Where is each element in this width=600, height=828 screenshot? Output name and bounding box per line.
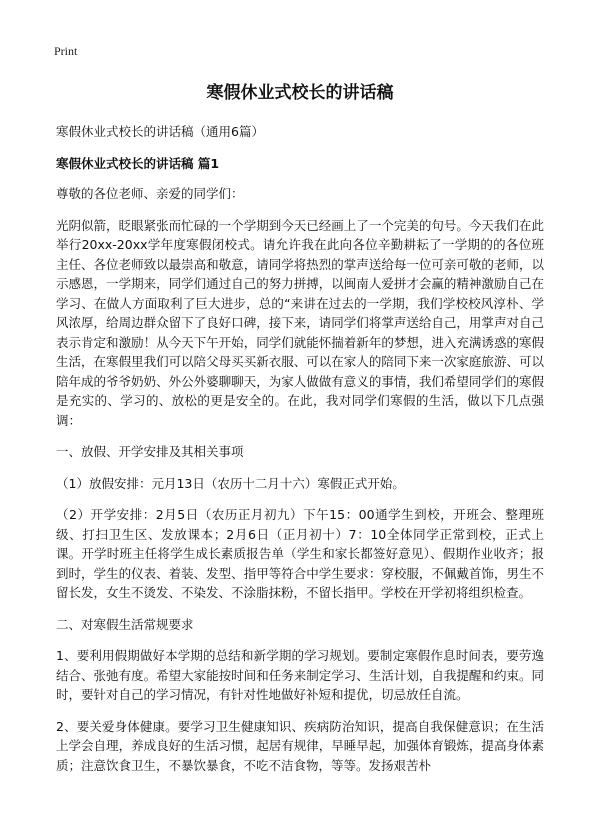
paragraph-point-1: 1、要利用假期做好本学期的总结和新学期的学习规划。要制定寒假作息时间表，要劳逸结合、张弛有度。希望大家能按时间和任务来制定学习、生活计划，自我提醒和约束。同时，要针对自己的学习情况，有针对性地做好补短和提优，切忌放任自流。 xyxy=(56,648,544,702)
paragraph-holiday-schedule: （1）放假安排：元月13日（农历十二月十六）寒假正式开始。 xyxy=(56,475,405,491)
paragraph-school-start: （2）开学安排：2月5日（农历正月初九）下午15：00通学生到校，开班会、整理班级、打扫卫生区、发放课本；2月6日（正月初十）7：10全体同学正常到校，正式上课。开学时班主任将学生成长素质报告单（学生和家长都签好意见）、假期作业收齐；报到时，学生的仪表、着装、发型、指甲等符合中学生要求：穿校服，不佩戴首饰，男生不留长发，女生不烫发、不染发、不涂脂抹粉，不留长指甲。学校在开学初将组织检查。 xyxy=(56,507,544,600)
paragraph-greeting: 尊敬的各位老师、亲爱的同学们： xyxy=(56,186,244,201)
paragraph-heading-2: 二、对寒假生活常规要求 xyxy=(56,616,194,632)
document-title: 寒假休业式校长的讲话稿 xyxy=(206,83,394,103)
paragraph-point-2: 2、要关爱身体健康。要学习卫生健康知识、疾病防治知识，提高自我保健意识；在生活上学会自理，养成良好的生活习惯，起居有规律，早睡早起，加强体育锻炼，提高身体素质；注意饮食卫生，不暴饮暴食，不吃不洁食物，等等。发扬艰苦朴 xyxy=(56,718,544,773)
section-heading: 寒假休业式校长的讲话稿 篇1 xyxy=(56,156,220,171)
document-subtitle: 寒假休业式校长的讲话稿（通用6篇） xyxy=(56,124,264,139)
print-link[interactable]: Print xyxy=(54,44,78,58)
paragraph-opening: 光阴似箭，眨眼紧张而忙碌的一个学期到今天已经画上了一个完美的句号。今天我们在此举行20xx-20xx学年度寒假闭校式。请允许我在此向各位辛勤耕耘了一学期的的各位班主任、各位老师致以最崇高和敬意，请同学将热烈的掌声送给每一位可亲可敬的老师，以示感恩，一学期来，同学们通过自己的努力拼搏，以闽南人爱拼才会赢的精神激励自己在学习、在做人方面取利了巨大进步，总的“来讲在过去的一学期，我们学校校风淳朴、学风浓厚，给周边群众留下了良好口碑，接下来，请同学们将掌声送给自己，用掌声对自己表示肯定和激励！从今天下午开始，同学们就能怀揣着新年的梦想，进入充满诱惑的寒假生活，在寒假里我们可以陪父母买买新衣服、可以在家人的陪同下来一次家庭旅游、可以陪年成的爷爷奶奶、外公外婆聊聊天，为家人做做有意义的事情，我们希望同学们的寒假是充实的、学习的、放松的更是安全的。在此，我对同学们寒假的生活，做以下几点强调： xyxy=(56,217,544,428)
paragraph-heading-1: 一、放假、开学安排及其相关事项 xyxy=(56,444,244,459)
